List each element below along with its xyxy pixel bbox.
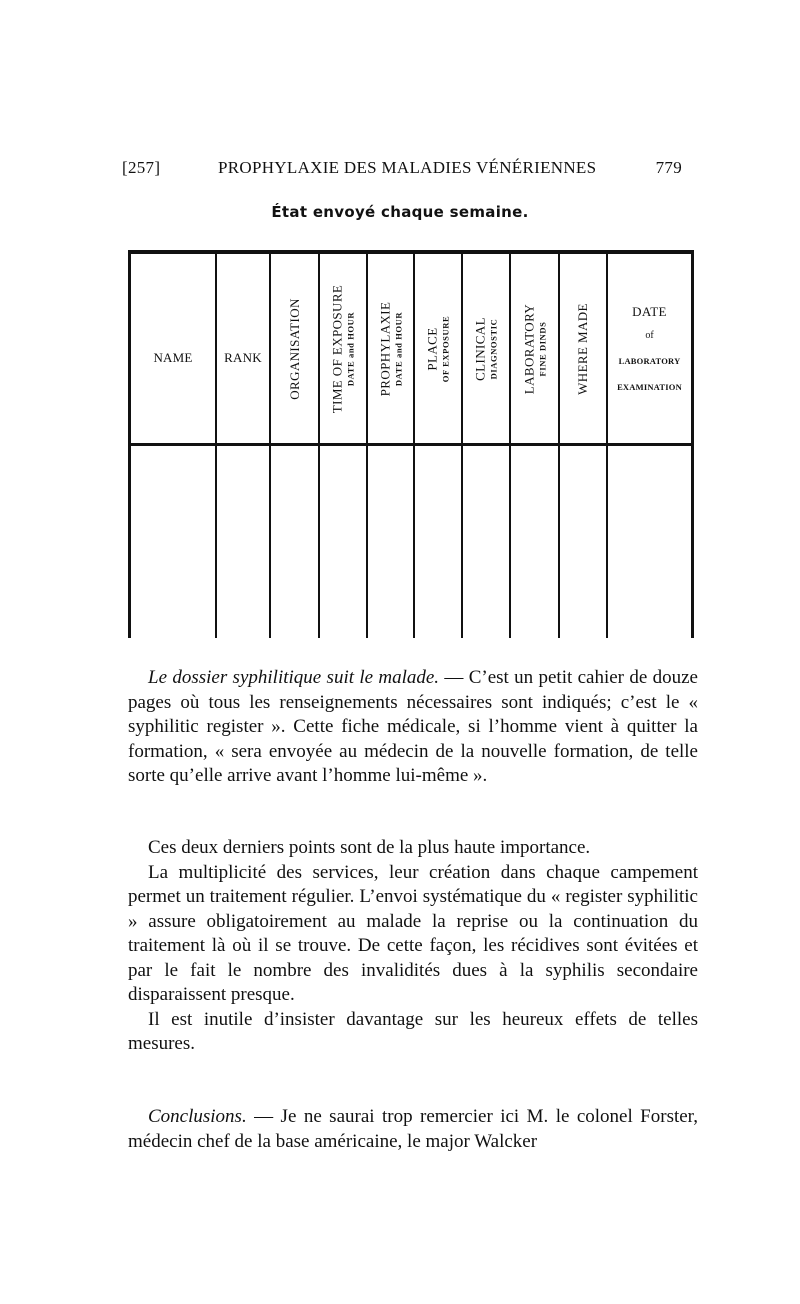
weekly-report-table — [128, 250, 694, 638]
column-line — [691, 254, 694, 638]
running-title: PROPHYLAXIE DES MALADIES VÉNÉRIENNES — [218, 158, 597, 177]
header-time-of-exposure: TIME OF EXPOSURE DATE and HOUR — [329, 284, 356, 414]
header-rank: RANK — [224, 350, 262, 365]
paragraph-conclusions: Conclusions. — Je ne saurai trop remercier ici M. le colonel Forster, médecin chef de la base américaine, le major Walcker — [128, 1106, 698, 1152]
page-number: 779 — [655, 158, 682, 177]
table-caption: État envoyé chaque semaine. — [271, 203, 529, 221]
header-clinical-diagnostic: CLINICAL DIAGNOSTIC — [472, 317, 499, 381]
header-laboratory: LABORATORY FINE DINDS — [521, 303, 548, 395]
header-prophylaxie: PROPHYLAXIE DATE and HOUR — [377, 301, 404, 397]
header-where-made: WHERE MADE — [574, 303, 590, 395]
header-date-of-lab-exam: DATE of LABORATORY EXAMINATION — [617, 304, 682, 392]
paragraph-heading: Le dossier syphilitique suit le malade. — [148, 667, 440, 688]
paragraph-heading: Conclusions. — [148, 1106, 247, 1127]
paragraph-importance: Ces deux derniers points sont de la plus haute importance. La multiplicité des services, leur création dans chaque campement permet un traitement régulier. L’envoi systématique du « register syphilitic » assure obligatoirement au malade la reprise ou la continuation du traitement là où il se trouve. De cette façon, les récidives sont évitées et par le fait le nombre des invalidités dues à la syphilis secondaire disparaissent presque. Il est inutile d’insister davantage sur les heureux effets de telles mesures. — [128, 837, 698, 1054]
header-place-of-exposure: PLACE OF EXPOSURE — [424, 315, 451, 383]
table-top-rule — [128, 250, 694, 254]
header-name: NAME — [153, 350, 193, 365]
paragraph-syphilitic-dossier: Le dossier syphilitique suit le malade. — C’est un petit cahier de douze pages où tous les renseignements nécessaires sont indiqués; c’est le « syphilitic register ». Cette fiche médicale, si l’homme vient à quitter la formation, « sera envoyée au médecin de la nouvelle formation, de telle sorte qu’elle arrive avant l’homme lui-même ». — [128, 667, 698, 786]
table-header-rule — [128, 443, 694, 446]
header-organisation: ORGANISATION — [286, 298, 302, 400]
page-reference: [257] — [122, 158, 161, 177]
